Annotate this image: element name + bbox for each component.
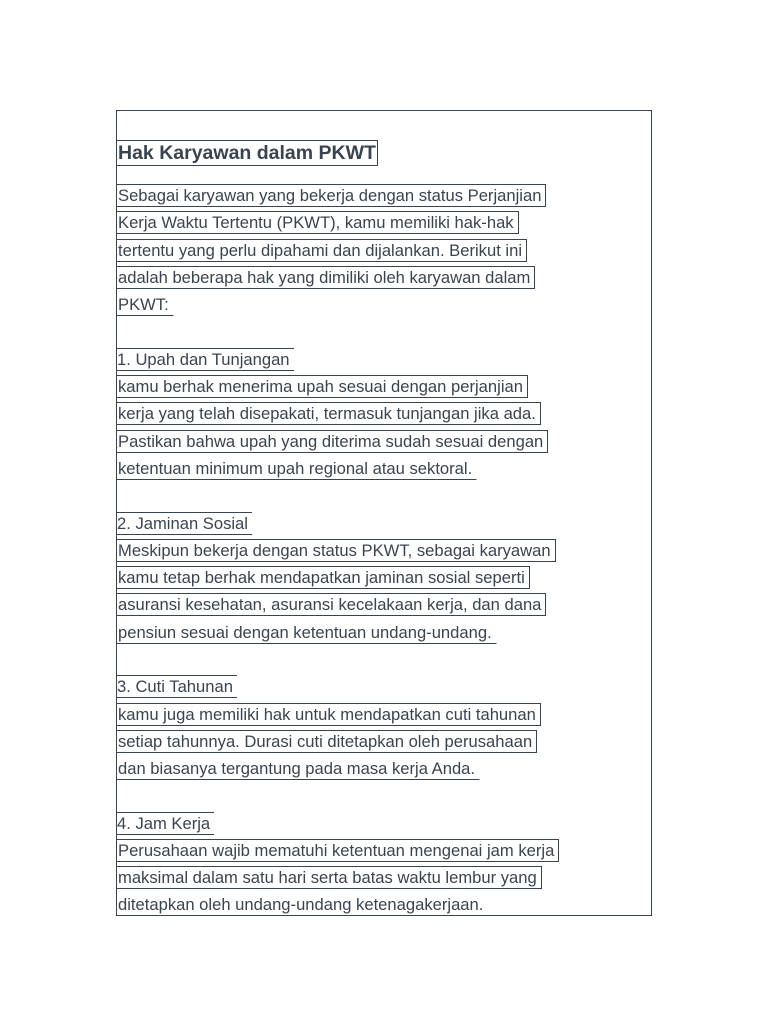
section-heading: 4. Jam Kerja — [116, 812, 656, 839]
text-line: Sebagai karyawan yang bekerja dengan status Perjanjian — [116, 184, 656, 211]
text-line: ketentuan minimum upah regional atau sektoral. — [116, 457, 656, 484]
section-upah — [116, 348, 656, 484]
section-jam-kerja — [116, 812, 656, 921]
paragraph-gap — [116, 648, 656, 675]
text-line: kamu tetap berhak mendapatkan jaminan sosial seperti — [116, 566, 656, 593]
text-line: kerja yang telah disepakati, termasuk tunjangan jika ada. — [116, 402, 656, 429]
section-jaminan-sosial — [116, 512, 656, 648]
text-line: kamu juga memiliki hak untuk mendapatkan cuti tahunan — [116, 703, 656, 730]
text-line: setiap tahunnya. Durasi cuti ditetapkan oleh perusahaan — [116, 730, 656, 757]
text-line: ditetapkan oleh undang-undang ketenagakerjaan. — [116, 894, 656, 921]
document-content — [116, 140, 656, 921]
text-line: Pastikan bahwa upah yang diterima sudah sesuai dengan — [116, 430, 656, 457]
paragraph-gap — [116, 320, 656, 347]
text-line: kamu berhak menerima upah sesuai dengan perjanjian — [116, 375, 656, 402]
section-heading: 3. Cuti Tahunan — [116, 675, 656, 702]
text-line: PKWT: — [116, 293, 656, 320]
text-line: Kerja Waktu Tertentu (PKWT), kamu memiliki hak-hak — [116, 211, 656, 238]
text-line: Meskipun bekerja dengan status PKWT, sebagai karyawan — [116, 539, 656, 566]
text-line: maksimal dalam satu hari serta batas waktu lembur yang — [116, 866, 656, 893]
paragraph-gap — [116, 785, 656, 812]
paragraph-gap — [116, 484, 656, 511]
section-heading: 2. Jaminan Sosial — [116, 512, 656, 539]
intro-paragraph — [116, 184, 656, 320]
document-title: Hak Karyawan dalam PKWT — [118, 142, 376, 164]
text-line: tertentu yang perlu dipahami dan dijalankan. Berikut ini — [116, 239, 656, 266]
text-line: adalah beberapa hak yang dimiliki oleh karyawan dalam — [116, 266, 656, 293]
section-heading: 1. Upah dan Tunjangan — [116, 348, 656, 375]
text-line: dan biasanya tergantung pada masa kerja Anda. — [116, 757, 656, 784]
text-line: Perusahaan wajib mematuhi ketentuan mengenai jam kerja — [116, 839, 656, 866]
section-cuti-tahunan — [116, 675, 656, 784]
text-line: asuransi kesehatan, asuransi kecelakaan kerja, dan dana — [116, 593, 656, 620]
text-line: pensiun sesuai dengan ketentuan undang-undang. — [116, 621, 656, 648]
